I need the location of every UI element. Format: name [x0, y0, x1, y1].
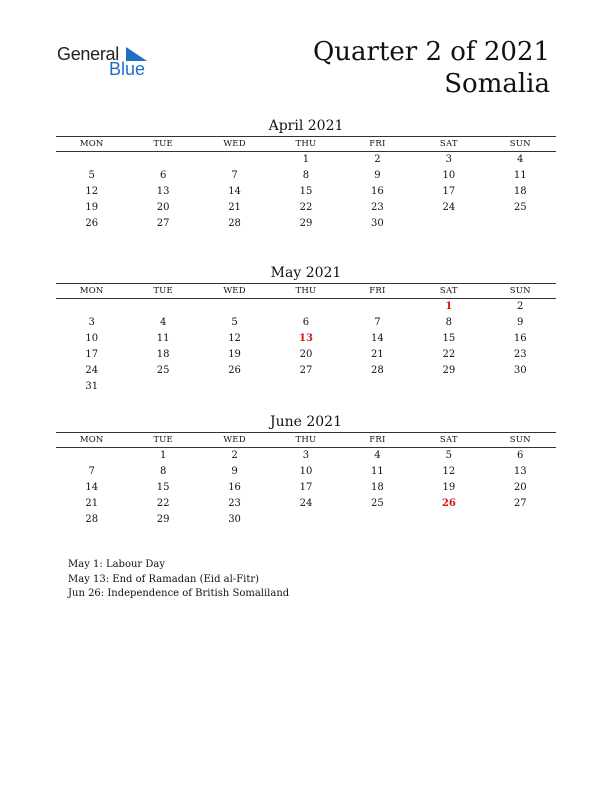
- month-title: May 2021: [270, 265, 342, 281]
- empty-day-cell: [56, 299, 127, 315]
- empty-day-cell: [342, 379, 413, 395]
- day-cell: 28: [85, 514, 99, 525]
- weekday-header: [56, 432, 556, 448]
- week-row: [56, 363, 556, 379]
- day-cell: 12: [85, 186, 99, 197]
- day-cell: 25: [156, 365, 170, 376]
- brand-logo: [57, 44, 157, 84]
- day-cell: 1: [302, 154, 310, 165]
- empty-day-cell: [127, 299, 198, 315]
- day-cell: 20: [156, 202, 170, 213]
- week-row: [56, 216, 556, 232]
- day-cell: 12: [442, 466, 456, 477]
- country-name: Somalia: [444, 69, 550, 99]
- day-cell: 27: [513, 498, 527, 509]
- day-cell: 11: [371, 466, 384, 477]
- day-cell: 3: [445, 154, 452, 165]
- day-cell: 1: [159, 450, 167, 461]
- week-row: [56, 512, 556, 528]
- day-cell: 18: [156, 349, 170, 360]
- page-title: [313, 36, 550, 100]
- weekday-label: WED: [223, 435, 246, 445]
- holiday-note: May 1: Labour Day: [68, 559, 165, 570]
- day-cell: 20: [513, 482, 527, 493]
- day-cell: 11: [156, 333, 170, 344]
- logo-blue-text: Blue: [109, 59, 146, 79]
- weekday-label: SAT: [439, 286, 458, 296]
- week-row: [56, 379, 556, 395]
- day-cell: 15: [299, 186, 313, 197]
- day-cell: 15: [156, 482, 170, 493]
- day-cell: 25: [513, 202, 527, 213]
- day-cell: 17: [299, 482, 313, 493]
- empty-day-cell: [342, 512, 413, 528]
- day-cell: 2: [231, 450, 238, 461]
- empty-day-cell: [413, 216, 484, 232]
- day-cell: 4: [374, 450, 381, 461]
- holiday-day-cell: 13: [299, 333, 313, 344]
- empty-day-cell: [413, 512, 484, 528]
- day-cell: 7: [88, 466, 95, 477]
- day-cell: 5: [231, 317, 238, 328]
- day-cell: 11: [513, 170, 527, 181]
- day-cell: 10: [299, 466, 313, 477]
- holiday-note: Jun 26: Independence of British Somaliland: [68, 588, 290, 599]
- week-row: [56, 464, 556, 480]
- day-cell: 3: [88, 317, 95, 328]
- day-cell: 28: [228, 218, 241, 229]
- quarter-title: Quarter 2 of 2021: [312, 37, 550, 67]
- day-cell: 9: [374, 170, 381, 181]
- week-row: [56, 168, 556, 184]
- week-row: [56, 496, 556, 512]
- week-row: [56, 299, 556, 315]
- day-cell: 31: [85, 381, 99, 392]
- day-cell: 8: [445, 317, 452, 328]
- logo-general-text: General: [57, 44, 119, 64]
- day-cell: 4: [517, 154, 524, 165]
- day-cell: 29: [442, 365, 456, 376]
- day-cell: 26: [228, 365, 241, 376]
- holiday-day-cell: 1: [445, 301, 453, 312]
- weekday-label: WED: [223, 139, 246, 149]
- weekday-label: TUE: [153, 139, 173, 149]
- week-row: [56, 480, 556, 496]
- day-cell: 5: [445, 450, 452, 461]
- weekday-label: WED: [223, 286, 246, 296]
- weekday-label: FRI: [369, 286, 386, 296]
- day-cell: 19: [85, 202, 99, 213]
- day-cell: 24: [299, 498, 313, 509]
- day-cell: 7: [374, 317, 381, 328]
- week-row: [56, 152, 556, 168]
- weekday-label: TUE: [153, 286, 173, 296]
- day-cell: 22: [299, 202, 313, 213]
- day-cell: 16: [513, 333, 527, 344]
- empty-day-cell: [127, 152, 198, 168]
- day-cell: 24: [85, 365, 99, 376]
- month-may: [56, 263, 556, 395]
- empty-day-cell: [485, 512, 556, 528]
- day-cell: 13: [156, 186, 170, 197]
- weekday-label: THU: [295, 139, 317, 149]
- day-cell: 10: [85, 333, 99, 344]
- empty-day-cell: [270, 299, 341, 315]
- day-cell: 6: [517, 450, 524, 461]
- day-cell: 25: [371, 498, 384, 509]
- day-cell: 7: [231, 170, 238, 181]
- day-cell: 19: [228, 349, 241, 360]
- day-cell: 21: [371, 349, 384, 360]
- week-row: [56, 347, 556, 363]
- day-cell: 17: [85, 349, 99, 360]
- day-cell: 18: [513, 186, 527, 197]
- day-cell: 22: [442, 349, 456, 360]
- weekday-label: FRI: [369, 139, 386, 149]
- week-row: [56, 448, 556, 464]
- empty-day-cell: [485, 379, 556, 395]
- holiday-note: May 13: End of Ramadan (Eid al-Fitr): [68, 573, 260, 585]
- day-cell: 27: [156, 218, 170, 229]
- day-cell: 23: [513, 349, 527, 360]
- day-cell: 20: [299, 349, 313, 360]
- day-cell: 2: [517, 301, 524, 312]
- month-april: [56, 116, 556, 232]
- day-cell: 8: [302, 170, 310, 181]
- weekday-label: SUN: [509, 435, 531, 445]
- week-row: [56, 184, 556, 200]
- day-cell: 30: [228, 514, 241, 525]
- weekday-label: MON: [79, 286, 104, 296]
- day-cell: 10: [442, 170, 456, 181]
- day-cell: 13: [513, 466, 527, 477]
- holiday-notes: [68, 558, 289, 602]
- empty-day-cell: [127, 379, 198, 395]
- day-cell: 21: [228, 202, 241, 213]
- weekday-label: SAT: [439, 139, 458, 149]
- weekday-label: MON: [79, 435, 104, 445]
- day-cell: 14: [228, 186, 241, 197]
- week-row: [56, 331, 556, 347]
- day-cell: 2: [374, 154, 381, 165]
- empty-day-cell: [56, 448, 127, 464]
- empty-day-cell: [56, 152, 127, 168]
- day-cell: 30: [513, 365, 527, 376]
- weekday-label: THU: [295, 435, 317, 445]
- empty-day-cell: [342, 299, 413, 315]
- week-row: [56, 315, 556, 331]
- day-cell: 3: [302, 450, 310, 461]
- day-cell: 4: [159, 317, 167, 328]
- day-cell: 21: [85, 498, 99, 509]
- day-cell: 27: [299, 365, 313, 376]
- day-cell: 14: [85, 482, 99, 493]
- day-cell: 16: [228, 482, 241, 493]
- day-cell: 15: [442, 333, 456, 344]
- day-cell: 9: [231, 466, 238, 477]
- day-cell: 19: [442, 482, 456, 493]
- day-cell: 29: [156, 514, 170, 525]
- weekday-label: SUN: [509, 139, 531, 149]
- day-cell: 22: [156, 498, 170, 509]
- month-june: [56, 412, 556, 528]
- weekday-label: SUN: [509, 286, 531, 296]
- empty-day-cell: [199, 152, 270, 168]
- day-cell: 12: [228, 333, 241, 344]
- day-cell: 26: [85, 218, 99, 229]
- weekday-header: [56, 136, 556, 152]
- empty-day-cell: [413, 379, 484, 395]
- day-cell: 18: [371, 482, 384, 493]
- week-row: [56, 200, 556, 216]
- holiday-day-cell: 26: [441, 498, 456, 509]
- weekday-label: MON: [79, 139, 104, 149]
- weekday-label: TUE: [153, 435, 173, 445]
- empty-day-cell: [270, 512, 341, 528]
- weekday-label: SAT: [439, 435, 458, 445]
- day-cell: 23: [371, 202, 384, 213]
- day-cell: 28: [371, 365, 384, 376]
- day-cell: 6: [302, 317, 310, 328]
- day-cell: 17: [442, 186, 456, 197]
- day-cell: 6: [159, 170, 167, 181]
- day-cell: 23: [228, 498, 241, 509]
- weekday-label: FRI: [369, 435, 386, 445]
- day-cell: 29: [299, 218, 313, 229]
- month-title: April 2021: [268, 118, 344, 134]
- empty-day-cell: [270, 379, 341, 395]
- day-cell: 5: [88, 170, 95, 181]
- empty-day-cell: [199, 379, 270, 395]
- weekday-header: [56, 283, 556, 299]
- day-cell: 30: [371, 218, 384, 229]
- month-title: June 2021: [269, 414, 342, 430]
- day-cell: 14: [371, 333, 384, 344]
- empty-day-cell: [199, 299, 270, 315]
- day-cell: 24: [442, 202, 456, 213]
- weekday-label: THU: [295, 286, 317, 296]
- empty-day-cell: [485, 216, 556, 232]
- day-cell: 16: [371, 186, 384, 197]
- day-cell: 9: [517, 317, 524, 328]
- day-cell: 8: [159, 466, 167, 477]
